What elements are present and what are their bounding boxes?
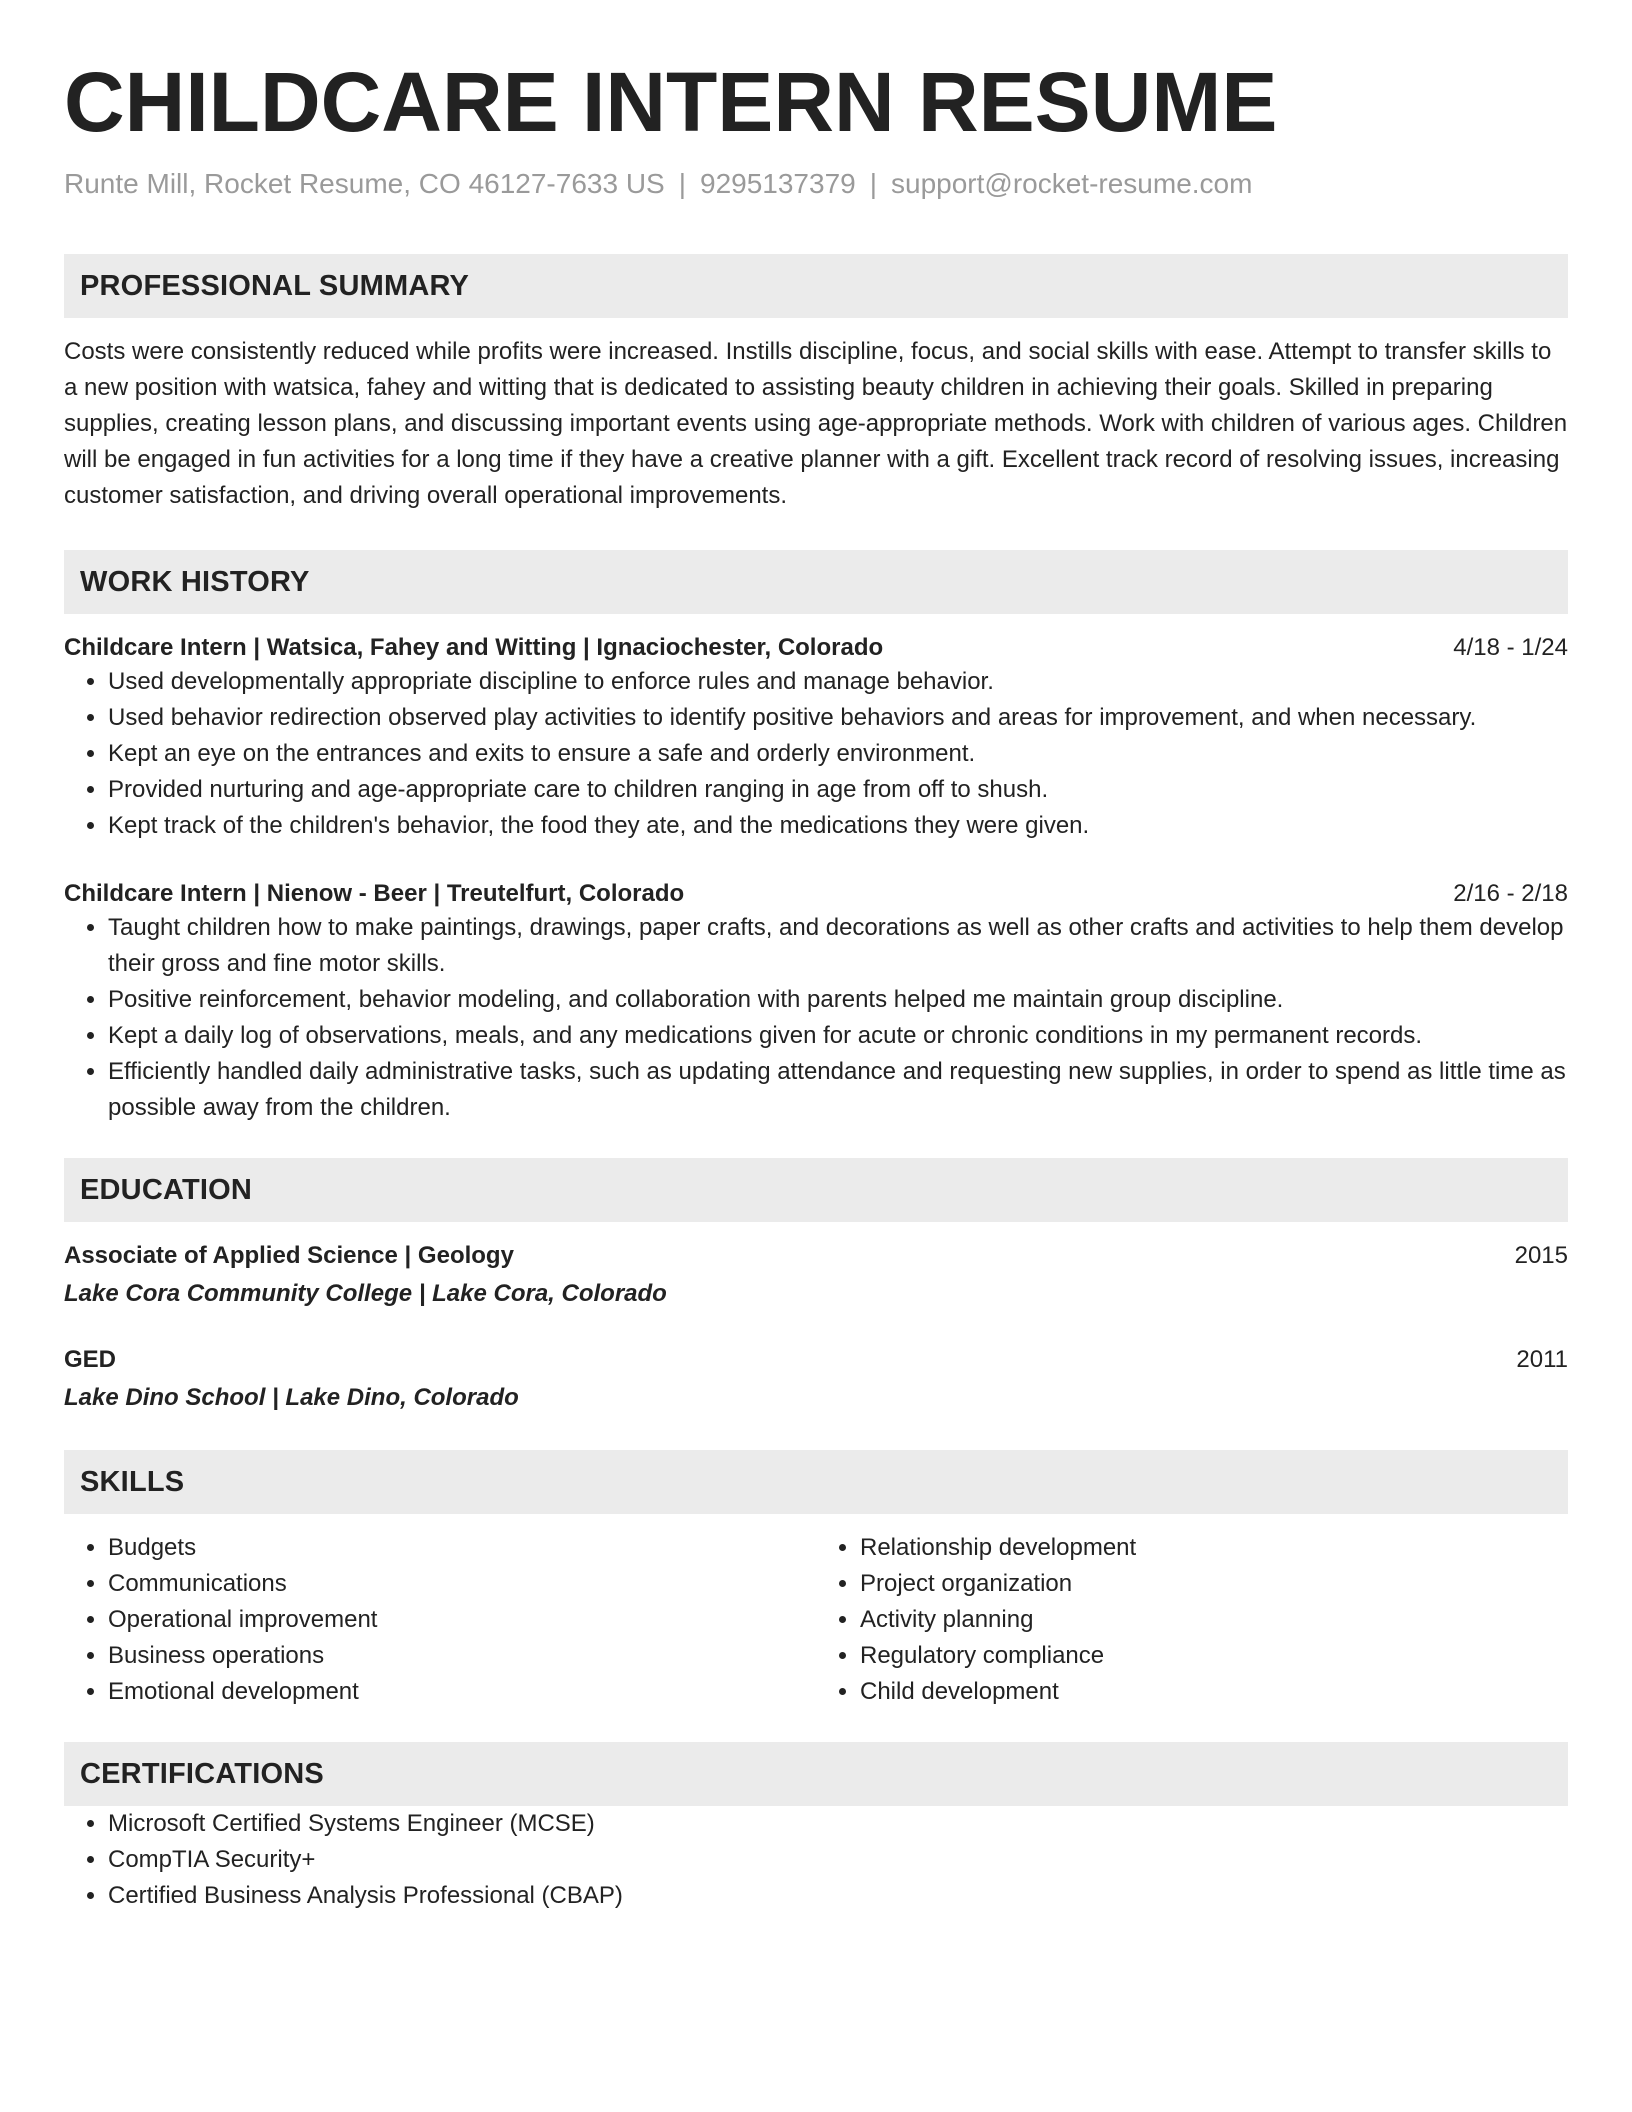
job-dates: 4/18 - 1/24: [1453, 634, 1568, 661]
resume-title: CHILDCARE INTERN RESUME: [64, 55, 1278, 149]
job-bullet: • Taught children how to make paintings, drawings, paper crafts, and decorations as well as other crafts and activities to help them develop their gross and fine motor skills.: [108, 910, 1568, 982]
section-heading-summary: PROFESSIONAL SUMMARY: [64, 254, 1568, 318]
job-header: [64, 632, 1568, 664]
education-year: 2015: [1514, 1242, 1568, 1269]
section-heading-work-history: WORK HISTORY: [64, 550, 1568, 614]
contact-email: support@rocket-resume.com: [891, 168, 1253, 199]
skill-item: • Communications: [108, 1566, 816, 1602]
skill-item: • Budgets: [108, 1530, 816, 1566]
section-heading-education: EDUCATION: [64, 1158, 1568, 1222]
education-header: [64, 1344, 1568, 1376]
skill-item: • Business operations: [108, 1638, 816, 1674]
job-bullet: • Efficiently handled daily administrative tasks, such as updating attendance and requesting new supplies, in order to spend as little time as possible away from the children.: [108, 1054, 1568, 1126]
contact-address: Runte Mill, Rocket Resume, CO 46127-7633 US: [64, 168, 665, 199]
job-title: Childcare Intern | Watsica, Fahey and Witting | Ignaciochester, Colorado: [64, 634, 884, 661]
education-entry: [64, 1344, 1568, 1414]
job-title: Childcare Intern | Nienow - Beer | Treutelfurt, Colorado: [64, 880, 685, 907]
skills-column-left: [64, 1530, 816, 1710]
education-degree: GED: [64, 1346, 117, 1373]
skill-item: • Emotional development: [108, 1674, 816, 1710]
certifications-list: [64, 1806, 1568, 1914]
contact-separator: |: [869, 168, 878, 199]
skills-list: [64, 1530, 816, 1710]
skills-list: [816, 1530, 1568, 1710]
job-bullet: • Kept a daily log of observations, meals, and any medications given for acute or chronic conditions in my permanent records.: [108, 1018, 1568, 1054]
skills-grid: [64, 1530, 1568, 1710]
job-bullet-list: [64, 664, 1568, 844]
skill-item: • Child development: [860, 1674, 1568, 1710]
skill-item: • Project organization: [860, 1566, 1568, 1602]
education-header: [64, 1240, 1568, 1272]
contact-line: [64, 166, 1568, 202]
job-bullet: • Positive reinforcement, behavior modeling, and collaboration with parents helped me maintain group discipline.: [108, 982, 1568, 1018]
job-bullet: • Kept an eye on the entrances and exits to ensure a safe and orderly environment.: [108, 736, 1568, 772]
section-heading-skills: SKILLS: [64, 1450, 1568, 1514]
job-bullet: • Used behavior redirection observed play activities to identify positive behaviors and areas for improvement, and when necessary.: [108, 700, 1568, 736]
summary-text: Costs were consistently reduced while profits were increased. Instills discipline, focus, and social skills with ease. Attempt to transfer skills to a new position with watsica, fahey and witting that is dedicated to assisting beauty children in achieving their goals. Skilled in preparing supplies, creating lesson plans, and discussing important events using age-appropriate methods. Work with children of various ages. Children will be engaged in fun activities for a long time if they have a creative planner with a gift. Excellent track record of resolving issues, increasing customer satisfaction, and driving overall operational improvements.: [64, 338, 1568, 509]
job-header: [64, 878, 1568, 910]
skill-item: • Operational improvement: [108, 1602, 816, 1638]
section-heading-certifications: CERTIFICATIONS: [64, 1742, 1568, 1806]
job-bullet: • Kept track of the children's behavior, the food they ate, and the medications they were given.: [108, 808, 1568, 844]
education-degree: Associate of Applied Science | Geology: [64, 1242, 514, 1269]
certification-item: • Certified Business Analysis Professional (CBAP): [108, 1878, 1568, 1914]
job-bullet: • Provided nurturing and age-appropriate care to children ranging in age from off to shush.: [108, 772, 1568, 808]
skill-item: • Activity planning: [860, 1602, 1568, 1638]
certification-item: • Microsoft Certified Systems Engineer (MCSE): [108, 1806, 1568, 1842]
job-bullet: • Used developmentally appropriate discipline to enforce rules and manage behavior.: [108, 664, 1568, 700]
skill-item: • Regulatory compliance: [860, 1638, 1568, 1674]
education-entry: [64, 1240, 1568, 1310]
contact-separator: |: [678, 168, 686, 199]
skills-column-right: [816, 1530, 1568, 1710]
education-year: 2011: [1516, 1346, 1568, 1373]
skill-item: • Relationship development: [860, 1530, 1568, 1566]
education-school: Lake Dino School | Lake Dino, Colorado: [64, 1384, 519, 1411]
contact-phone: 9295137379: [700, 168, 856, 199]
education-school: Lake Cora Community College | Lake Cora, Colorado: [64, 1280, 667, 1307]
certification-item: • CompTIA Security+: [108, 1842, 1568, 1878]
job-bullet-list: [64, 910, 1568, 1126]
job-dates: 2/16 - 2/18: [1453, 880, 1568, 907]
